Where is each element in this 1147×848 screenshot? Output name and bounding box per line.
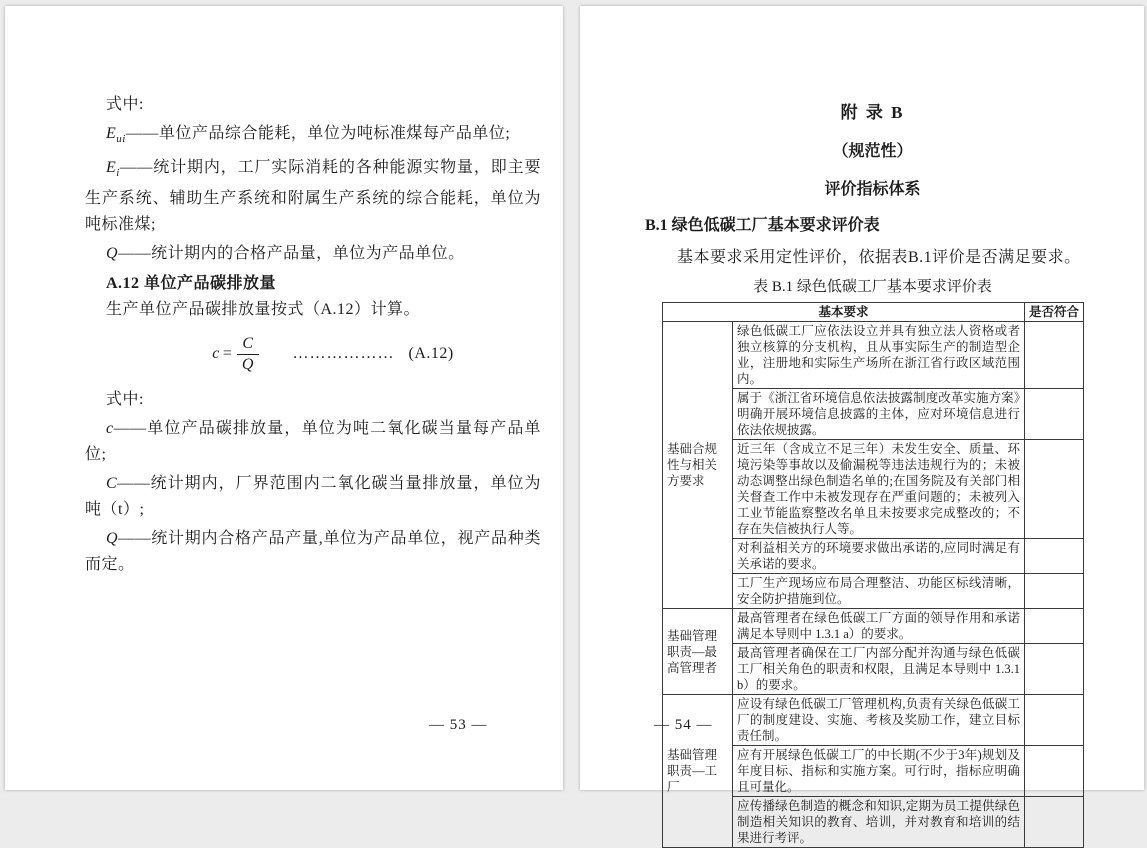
formula-lhs: c [212,345,220,363]
definition-text: ——统计期内，工厂实际消耗的各种能源实物量，即主要生产系统、辅助生产系统和附属生产系统的综合能耗，单位为吨标准煤; [85,159,541,234]
definition-Q2 [85,526,541,578]
page-54 [580,6,1144,845]
evaluation-table [662,302,1084,848]
header-basic-requirements: 基本要求 [663,303,1025,322]
page-53 [5,6,563,790]
definition-text: ——统计期内的合格产品量，单位为产品单位。 [118,245,465,263]
compliance-cell [1025,539,1084,574]
definition-Q [85,241,541,267]
compliance-cell [1025,440,1084,539]
section-heading-a12: A.12 单位产品碳排放量 [106,275,277,293]
section-intro-b1: 基本要求采用定性评价，依据表B.1评价是否满足要求。 [677,249,1081,266]
compliance-cell [1025,389,1084,440]
definition-Eui [85,121,541,152]
requirement-cell: 应传播绿色制造的概念和知识,定期为员工提供绿色制造相关知识的教育、培训，并对教育和培训的结果进行考评。 [733,797,1025,848]
definition-c [85,416,541,468]
group-cell-compliance: 基础合规性与相关方要求 [663,322,733,609]
group-cell-factory: 基础管理职责—工厂 [663,695,733,848]
compliance-cell [1025,695,1084,746]
fraction [237,334,258,375]
requirement-cell: 最高管理者确保在工厂内部分配并沟通与绿色低碳工厂相关角色的职责和权限，且满足本导则中 1.3.1 b）的要求。 [733,644,1025,695]
appendix-subtitle: （规范性） [832,143,913,160]
appendix-title: 附 录 B [840,103,905,122]
compliance-cell [1025,746,1084,797]
compliance-cell [1025,644,1084,695]
appendix-heading: 评价指标体系 [824,181,921,198]
terms-label: 式中: [106,391,144,409]
table-caption: 表 B.1 绿色低碳工厂基本要求评价表 [753,279,992,295]
symbol-subscript: i [116,167,120,180]
section-intro: 生产单位产品碳排放量按式（A.12）计算。 [106,301,421,319]
section-heading-b1: B.1 绿色低碳工厂基本要求评价表 [645,217,880,234]
requirement-cell: 工厂生产现场应布局合理整洁、功能区标线清晰，安全防护措施到位。 [733,574,1025,609]
table-row [663,609,1084,644]
table-row [663,695,1084,746]
terms-label: 式中: [106,96,144,113]
symbol-Q: Q [106,530,119,548]
symbol-c: c [106,420,114,438]
symbol-Q: Q [106,245,119,263]
formula-label: (A.12) [408,345,454,363]
page-number-54: — 54 — [654,717,713,733]
definition-text: ——统计期内合格产品产量,单位为产品单位，视产品种类而定。 [85,530,541,574]
requirement-cell: 对利益相关方的环境要求做出承诺的,应同时满足有关承诺的要求。 [733,539,1025,574]
header-compliance: 是否符合 [1025,303,1084,322]
requirement-cell: 应有开展绿色低碳工厂的中长期(不少于3年)规划及年度目标、指标和实施方案。可行时，指标应明确且可量化。 [733,746,1025,797]
formula-a12 [125,331,541,377]
page-number-53: — 53 — [429,717,488,733]
definition-text: ——单位产品综合能耗，单位为吨标准煤每产品单位; [125,125,511,142]
symbol-E: E [106,125,117,142]
table-row [663,322,1084,389]
compliance-cell [1025,797,1084,848]
equals-sign: = [222,345,233,363]
page-53-content [5,6,563,578]
definition-text: ——单位产品碳排放量，单位为吨二氧化碳当量每产品单位; [85,420,541,464]
definition-C [85,471,541,523]
group-cell-top-management: 基础管理职责—最高管理者 [663,609,733,695]
symbol-C: C [106,475,118,493]
symbol-subscript: ui [116,133,126,146]
definition-Ei [85,155,541,238]
definition-text: ——统计期内，厂界范围内二氧化碳当量排放量，单位为吨（t）; [85,475,541,519]
fraction-denominator: Q [241,355,254,373]
compliance-cell [1025,574,1084,609]
requirement-cell: 近三年（含成立不足三年）未发生安全、质量、环境污染等事故以及偷漏税等违法违规行为的；未被动态调整出绿色制造名单的;在国务院及有关部门相关督查工作中未被发现存在严重问题的；未被列入工业节能监察整改名单且未按要求完成整改的；不存在失信被执行人等。 [733,440,1025,539]
requirement-cell: 属于《浙江省环境信息依法披露制度改革实施方案》明确开展环境信息披露的主体，应对环境信息进行依法依规披露。 [733,389,1025,440]
requirement-cell: 绿色低碳工厂应依法设立并具有独立法人资格或者独立核算的分支机构，且从事实际生产的制造型企业，注册地和实际生产场所在浙江省行政区域范围内。 [733,322,1025,389]
compliance-cell [1025,609,1084,644]
table-header-row [663,303,1084,322]
requirement-cell: 应设有绿色低碳工厂管理机构,负责有关绿色低碳工厂的制度建设、实施、考核及奖励工作，建立目标责任制。 [733,695,1025,746]
formula-dot-leader: ……………… [292,345,395,363]
requirement-cell: 最高管理者在绿色低碳工厂方面的领导作用和承诺满足本导则中 1.3.1 a）的要求。 [733,609,1025,644]
symbol-E: E [106,159,117,177]
compliance-cell [1025,322,1084,389]
fraction-numerator: C [237,334,258,355]
